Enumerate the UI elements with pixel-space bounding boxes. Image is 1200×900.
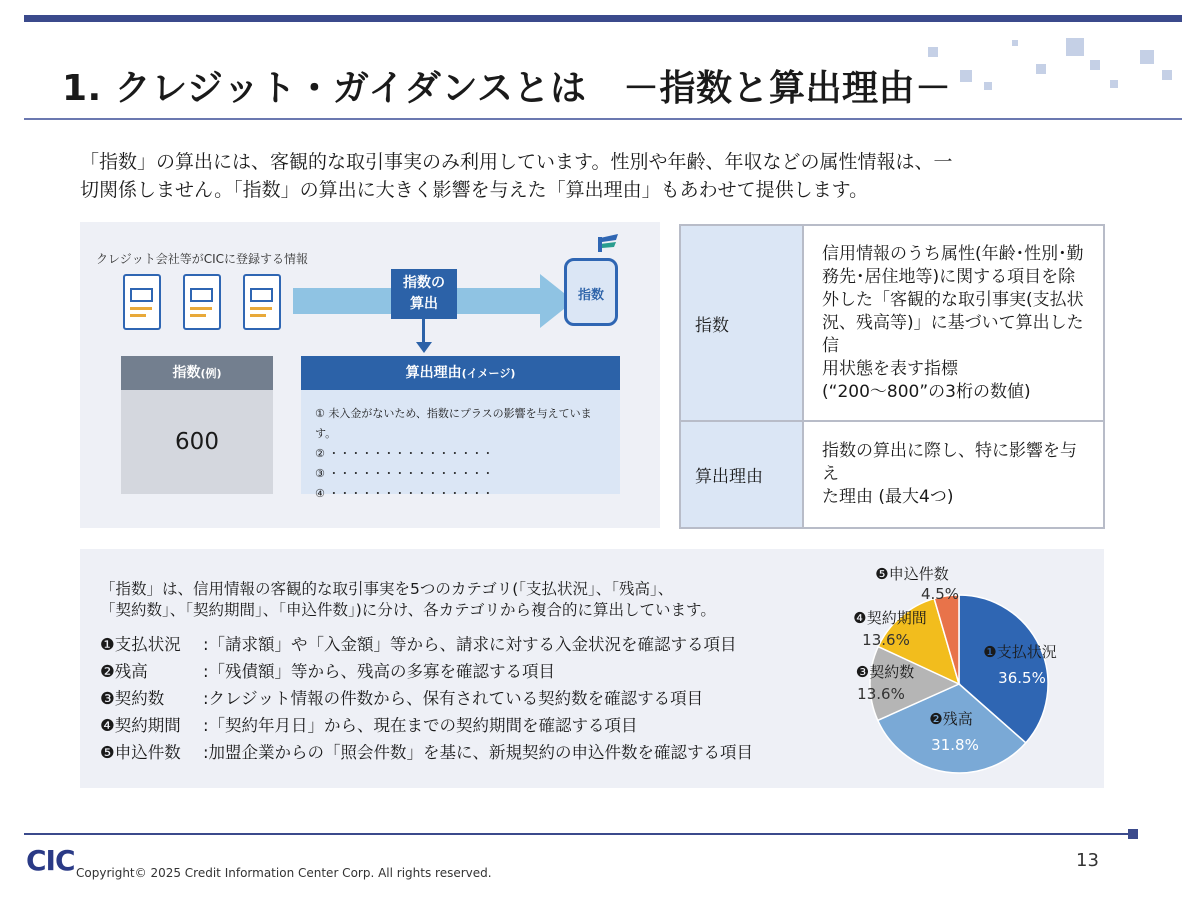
reason-item: ③ ・・・・・・・・・・・・・・・ — [315, 467, 494, 480]
example-header — [121, 356, 273, 390]
top-accent-bar — [24, 15, 1182, 22]
list-item — [100, 631, 753, 658]
list-item — [100, 712, 753, 739]
table-row — [680, 421, 1104, 528]
footer-divider — [24, 833, 1134, 835]
index-document-icon — [564, 258, 618, 326]
list-item — [100, 685, 753, 712]
slice-label: ❶支払状況 — [983, 643, 1057, 661]
cic-logo: CIC — [26, 844, 75, 877]
calc-label-1: 指数の — [403, 275, 445, 291]
definition-line: (“200～800”の3桁の数値) — [822, 381, 1031, 402]
reason-head-sub: (イメージ) — [461, 367, 516, 380]
category-desc: :「残債額」等から、残高の多寡を確認する項目 — [203, 662, 556, 681]
reason-header — [301, 356, 620, 390]
reason-item: ④ ・・・・・・・・・・・・・・・ — [315, 487, 494, 500]
example-head-main: 指数 — [172, 365, 201, 381]
term-cell: 指数 — [680, 225, 803, 421]
category-list — [100, 631, 753, 766]
index-doc-label: 指数 — [577, 288, 604, 303]
category-name: ❷残高 — [100, 662, 148, 681]
slice-label: ❸契約数 — [855, 663, 915, 681]
calc-box — [391, 269, 457, 319]
list-item — [100, 739, 753, 766]
slice-value-label: 4.5% — [920, 585, 960, 603]
category-name: ❺申込件数 — [100, 743, 181, 762]
categories-intro — [100, 579, 820, 621]
flow-caption: クレジット会社等がCICに登録する情報 — [96, 252, 308, 266]
category-name: ❸契約数 — [100, 689, 165, 708]
definition-cell — [803, 421, 1104, 528]
reason-head-main: 算出理由 — [405, 365, 462, 381]
reason-list — [301, 390, 620, 500]
definition-line: 信用情報のうち属性(年齢･性別･勤 — [822, 243, 1084, 264]
definition-line: 外した「客観的な取引事実(支払状 — [822, 289, 1084, 310]
down-arrow-head — [416, 342, 432, 353]
categories-intro-line-2: 「契約数」、「契約期間」、「申込件数」)に分け、各カテゴリから複合的に算出しています。 — [100, 601, 716, 619]
reason-item: ① 未入金がないため、指数にプラスの影響を与えています。 — [315, 407, 592, 440]
document-icon — [183, 274, 221, 330]
categories-intro-line-1: 「指数」は、信用情報の客観的な取引事実を5つのカテゴリ(「支払状況」、「残高」、 — [100, 580, 674, 598]
document-icon — [243, 274, 281, 330]
brand-mark-icon — [596, 234, 620, 254]
category-desc: :クレジット情報の件数から、保有されている契約数を確認する項目 — [203, 689, 704, 708]
definition-line: 指数の算出に際し、特に影響を与え — [822, 441, 1077, 484]
definition-line: た理由 (最大4つ) — [822, 487, 954, 507]
slice-value-label: 13.6% — [862, 631, 910, 649]
slice-label: ❷残高 — [929, 710, 973, 728]
example-head-sub: (例) — [200, 367, 222, 380]
reason-item: ② ・・・・・・・・・・・・・・・ — [315, 447, 494, 460]
page-number: 13 — [1076, 850, 1099, 871]
copyright-text: Copyright© 2025 Credit Information Center Corp. All rights reserved. — [76, 866, 492, 880]
definition-line: 用状態を表す指標 — [822, 358, 958, 379]
flow-diagram — [80, 222, 660, 528]
intro-line-1: 「指数」の算出には、客観的な取引事実のみ利用しています。性別や年齢、年収などの属性情報は、一 — [80, 151, 953, 173]
slice-value-label: 13.6% — [857, 685, 905, 703]
definition-cell — [803, 225, 1104, 421]
categories-panel — [80, 549, 1104, 788]
slice-label: ❺申込件数 — [875, 565, 949, 583]
definition-line: 務先･居住地等)に関する項目を除 — [822, 266, 1076, 287]
calc-label-2: 算出 — [410, 296, 438, 312]
intro-line-2: 切関係しません。「指数」の算出に大きく影響を与えた「算出理由」もあわせて提供します。 — [80, 179, 869, 201]
definition-table — [679, 224, 1105, 529]
document-icon — [123, 274, 161, 330]
category-desc: :加盟企業からの「照会件数」を基に、新規契約の申込件数を確認する項目 — [203, 743, 754, 762]
category-name: ❹契約期間 — [100, 716, 181, 735]
list-item — [100, 658, 753, 685]
footer-square — [1128, 829, 1138, 839]
page-title: 1. クレジット・ガイダンスとは －指数と算出理由－ — [62, 68, 952, 109]
example-value: 600 — [121, 390, 273, 494]
table-row — [680, 225, 1104, 421]
pie-chart — [832, 559, 1104, 785]
slice-value-label: 36.5% — [998, 669, 1046, 687]
intro-text — [80, 148, 1120, 204]
category-name: ❶支払状況 — [100, 635, 181, 654]
category-desc: :「請求額」や「入金額」等から、請求に対する入金状況を確認する項目 — [203, 635, 737, 654]
slice-value-label: 31.8% — [931, 736, 979, 754]
category-desc: :「契約年月日」から、現在までの契約期間を確認する項目 — [203, 716, 638, 735]
term-cell: 算出理由 — [680, 421, 803, 528]
title-divider — [24, 118, 1182, 120]
definition-line: 況、残高等)」に基づいて算出した信 — [822, 312, 1084, 356]
slice-label: ❹契約期間 — [853, 609, 927, 627]
